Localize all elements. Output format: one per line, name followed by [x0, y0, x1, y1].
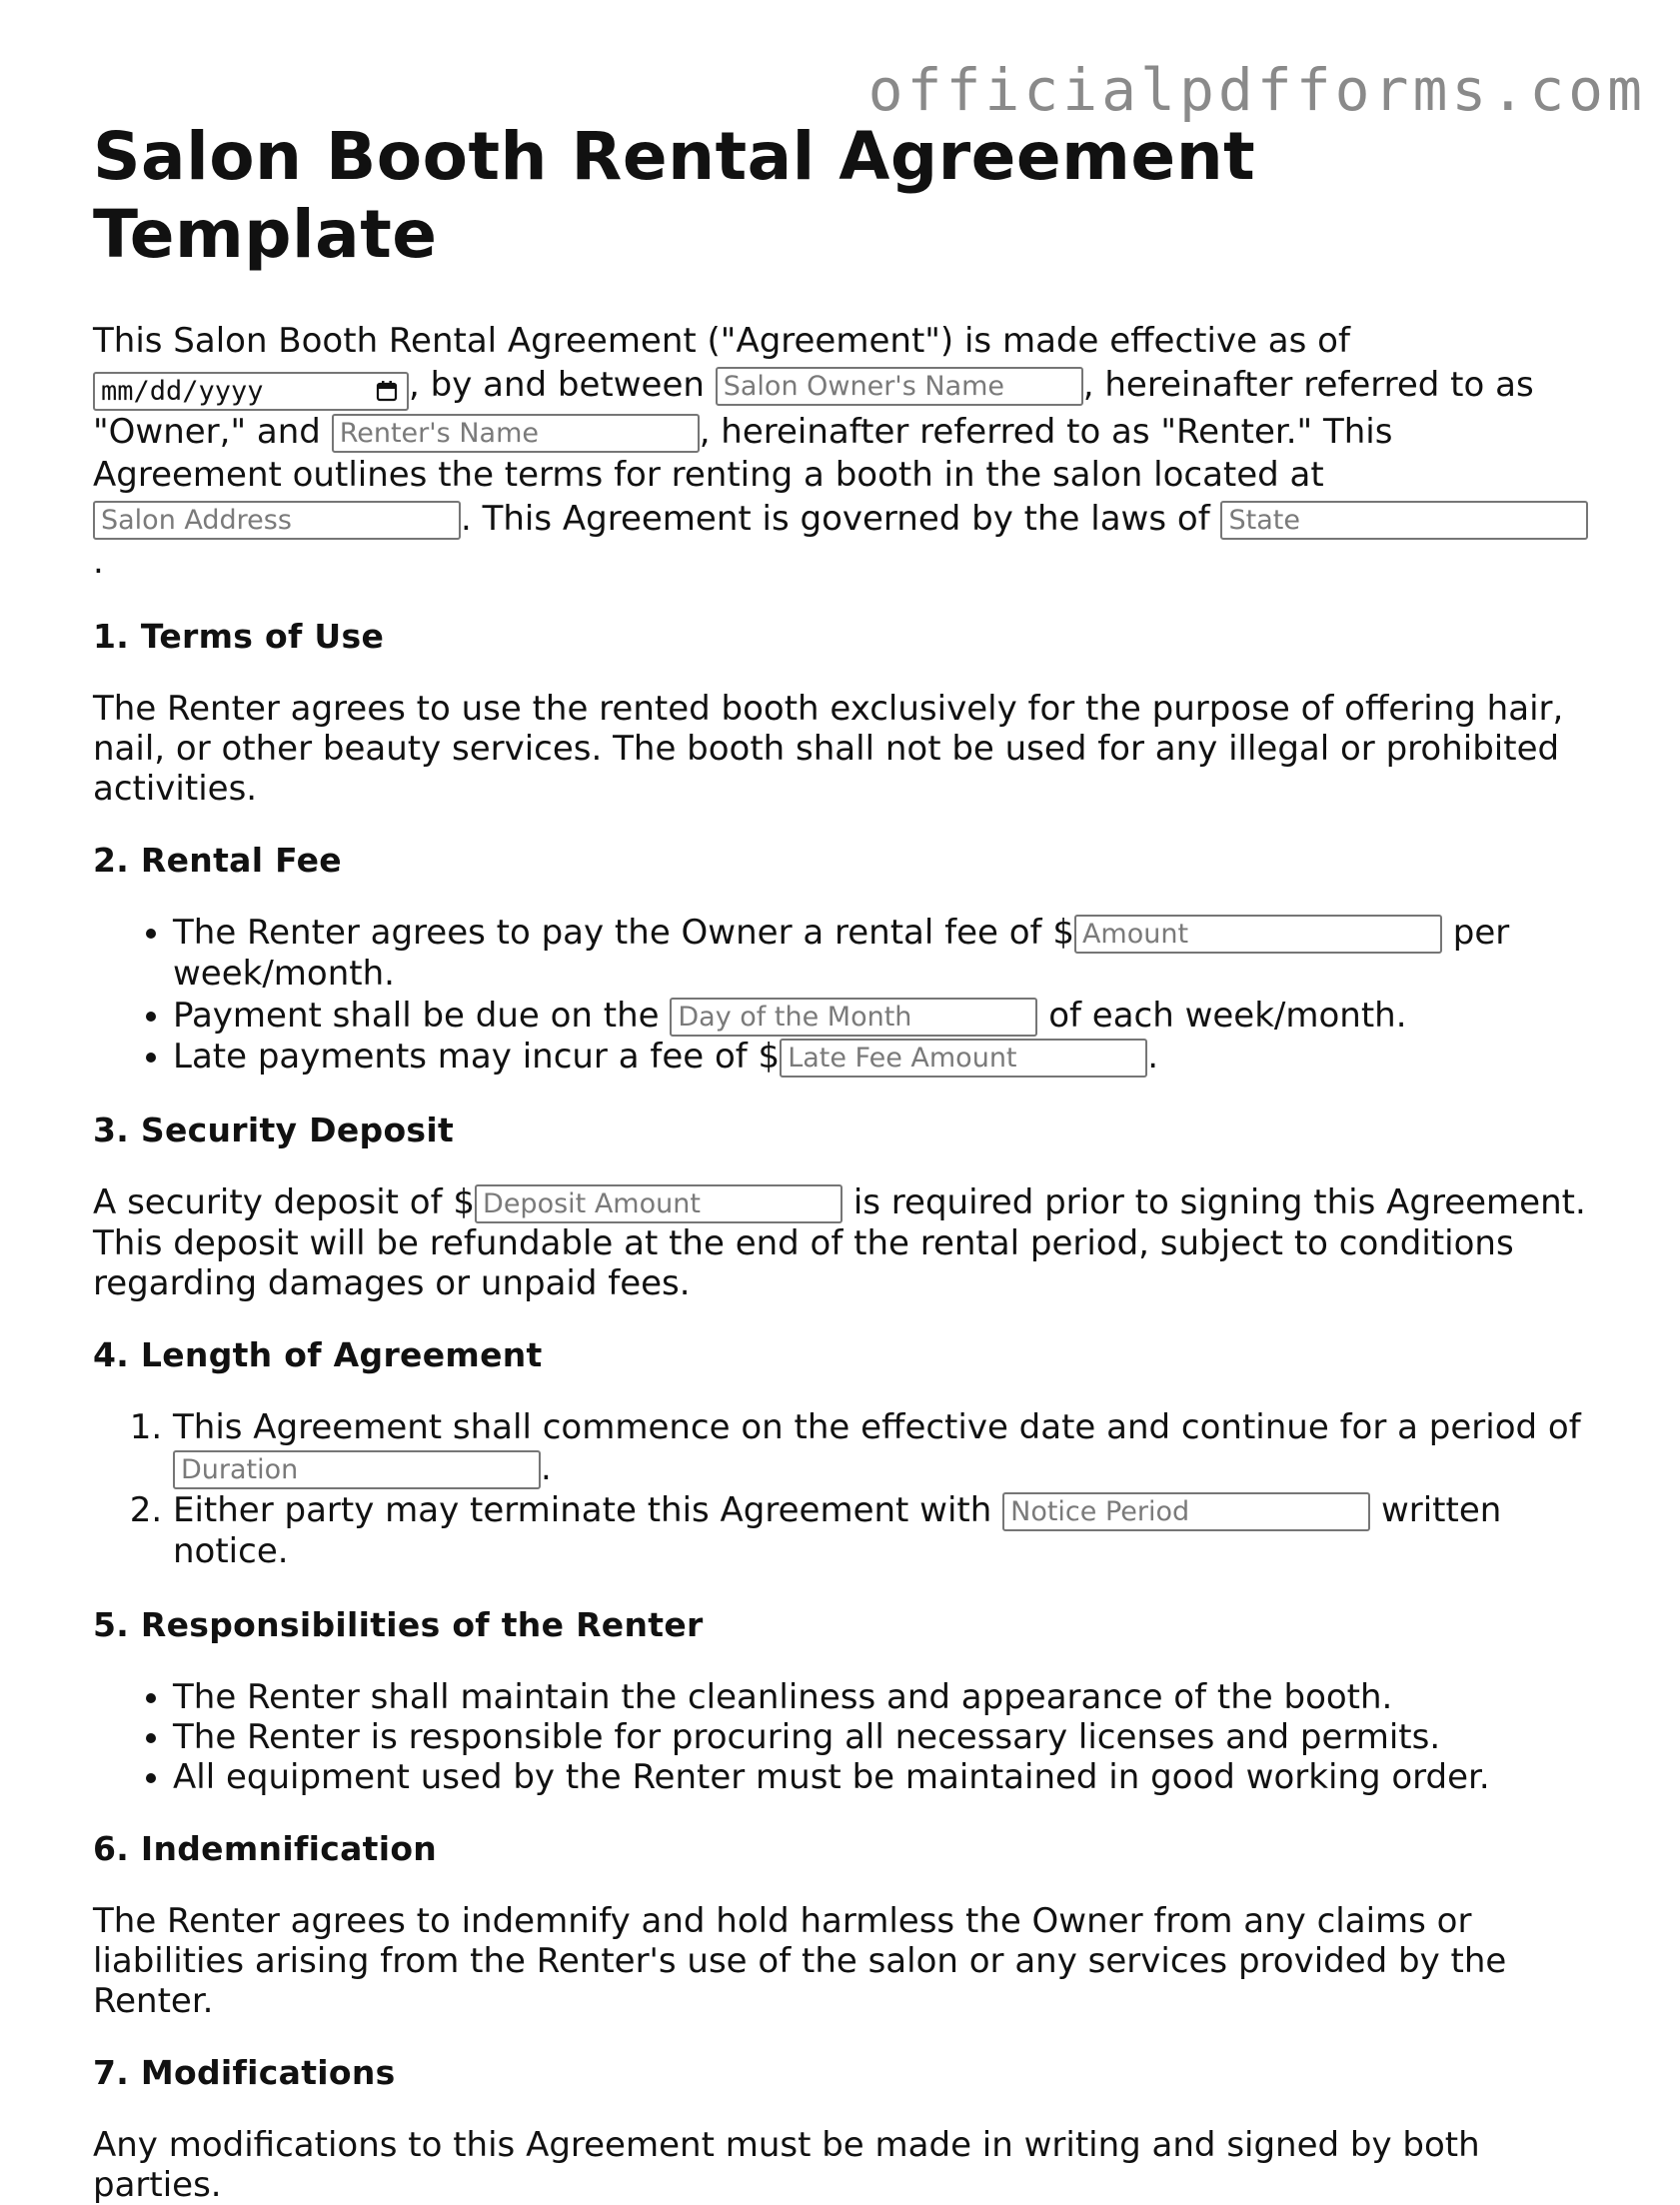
list-item — [173, 1490, 1592, 1573]
list-item — [173, 1407, 1592, 1490]
duration-input[interactable] — [173, 1450, 541, 1489]
list-item — [173, 1037, 1592, 1079]
deposit-text-b: is required prior to signing this Agreement. This deposit will be refundable at the end of the rental period, subject to conditions regarding damages or unpaid fees. — [93, 1181, 1586, 1303]
notice-period-input[interactable] — [1002, 1492, 1370, 1531]
terms-body: The Renter agrees to use the rented booth exclusively for the purpose of offering hair, nail, or other beauty services. The booth shall not be used for any illegal or prohibited activities. — [93, 688, 1564, 809]
intro-text-1: This Salon Booth Rental Agreement ("Agreement") is made effective as of — [93, 321, 1350, 361]
list-item: • The Renter is responsible for procuring all necessary licenses and permits. — [173, 1717, 1592, 1757]
list-item — [173, 913, 1592, 996]
intro-text-5: . This Agreement is governed by the laws of — [461, 498, 1210, 539]
fee-text-2b: of each week/month. — [1048, 995, 1407, 1036]
salon-address-input[interactable] — [93, 501, 461, 540]
date-placeholder: mm/dd/yyyy — [101, 375, 264, 407]
section-heading-indemnification: 6. Indemnification — [93, 1828, 438, 1868]
modifications-body: Any modifications to this Agreement must be made in writing and signed by both parties. — [93, 2124, 1480, 2205]
due-day-input[interactable] — [670, 998, 1037, 1037]
rental-amount-input[interactable] — [1074, 915, 1442, 954]
section-heading-responsibilities: 5. Responsibilities of the Renter — [93, 1604, 704, 1644]
state-input[interactable] — [1220, 501, 1588, 540]
deposit-body — [93, 1182, 1592, 1303]
section-heading-fee: 2. Rental Fee — [93, 840, 342, 880]
fee-text-3b: . — [1147, 1037, 1158, 1078]
fee-text-3a: Late payments may incur a fee of $ — [173, 1037, 781, 1078]
list-item: • The Renter shall maintain the cleanliness and appearance of the booth. — [173, 1677, 1592, 1717]
owner-name-input[interactable] — [716, 367, 1083, 406]
intro-text-4: , hereinafter referred to as "Renter." This Agreement outlines the terms for renting a booth in the salon located at — [93, 411, 1393, 496]
responsibilities-list — [93, 1677, 1592, 1797]
list-item: • All equipment used by the Renter must be maintained in good working order. — [173, 1757, 1592, 1797]
list-item — [173, 996, 1592, 1038]
intro-paragraph — [93, 320, 1592, 585]
length-text-2a: Either party may terminate this Agreement with — [173, 1489, 992, 1530]
section-heading-modifications: 7. Modifications — [93, 2052, 396, 2092]
calendar-icon[interactable] — [375, 379, 399, 403]
length-text-1b: . — [541, 1448, 552, 1489]
section-heading-deposit: 3. Security Deposit — [93, 1109, 455, 1149]
length-text-2b: written notice. — [173, 1489, 1502, 1572]
deposit-amount-input[interactable] — [475, 1184, 842, 1223]
intro-text-6: . — [93, 542, 104, 583]
document-page — [93, 118, 1592, 2205]
section-heading-length: 4. Length of Agreement — [93, 1334, 543, 1374]
watermark: officialpdfforms.com — [867, 56, 1646, 124]
fee-text-1b: per week/month. — [173, 912, 1510, 995]
fee-text-1a: The Renter agrees to pay the Owner a rental fee of $ — [173, 912, 1074, 953]
fee-list — [93, 913, 1592, 1079]
length-text-1a: This Agreement shall commence on the effective date and continue for a period of — [173, 1406, 1581, 1447]
length-list — [93, 1407, 1592, 1573]
page-title: Salon Booth Rental Agreement Template — [93, 118, 1256, 273]
late-fee-input[interactable] — [780, 1039, 1147, 1078]
intro-text-3: , hereinafter referred to as "Owner," and — [93, 364, 1534, 452]
section-heading-terms: 1. Terms of Use — [93, 616, 385, 656]
indemnification-body: The Renter agrees to indemnify and hold harmless the Owner from any claims or liabilities arising from the Renter's use of the salon or any services provided by the Renter. — [93, 1900, 1507, 2021]
effective-date-input[interactable] — [93, 372, 409, 411]
renter-name-input[interactable] — [332, 414, 700, 453]
deposit-text-a: A security deposit of $ — [93, 1181, 476, 1222]
fee-text-2a: Payment shall be due on the — [173, 995, 660, 1036]
intro-text-2: , by and between — [409, 364, 705, 405]
